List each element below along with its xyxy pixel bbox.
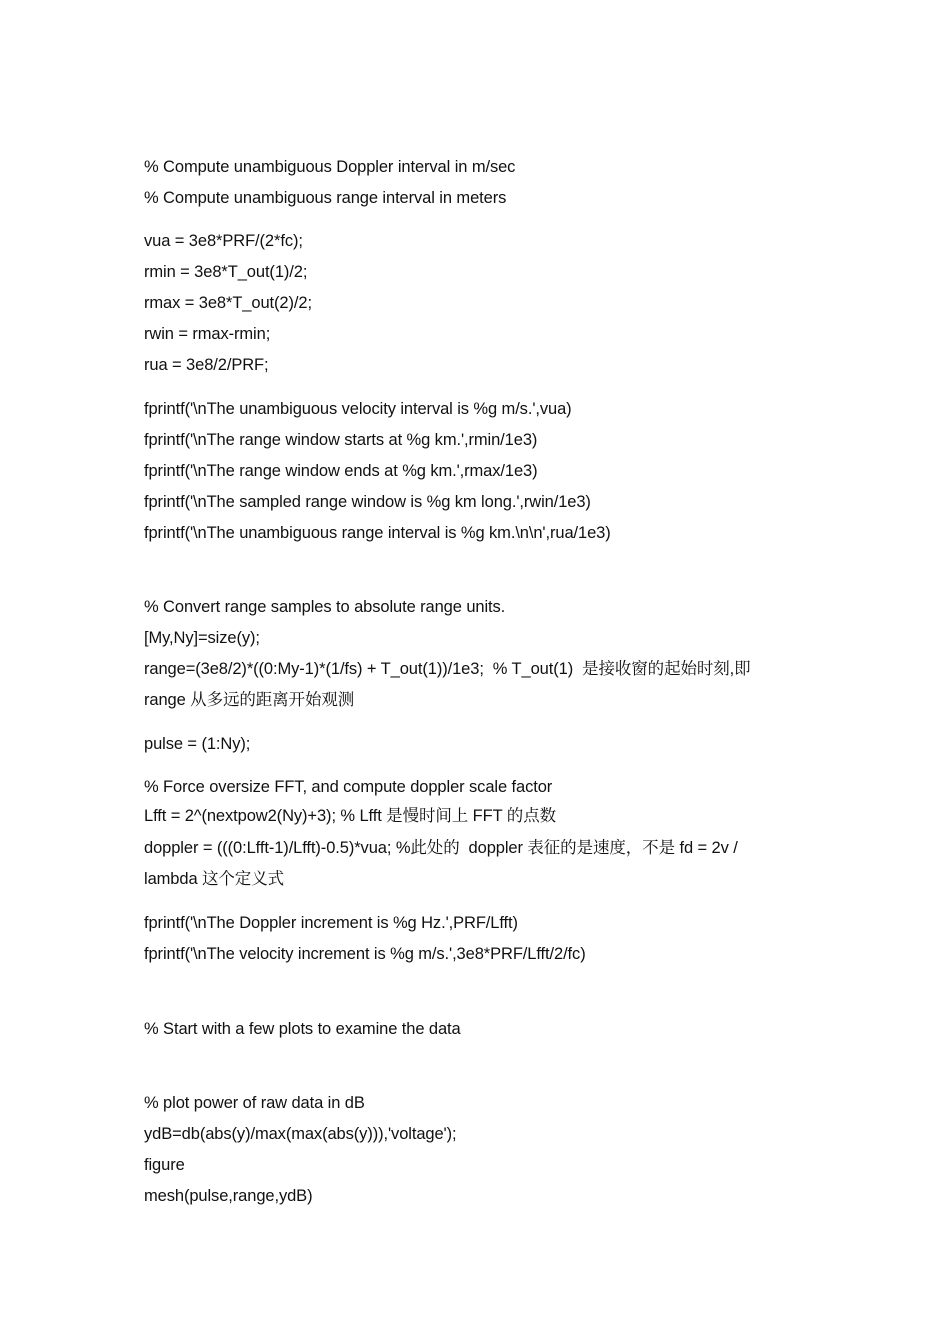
code-line: % Start with a few plots to examine the data: [144, 1020, 461, 1038]
code-line: fprintf('\nThe sampled range window is %g km long.',rwin/1e3): [144, 493, 591, 511]
code-line: range=(3e8/2)*((0:My-1)*(1/fs) + T_out(1))/1e3; % T_out(1) 是接收窗的起始时刻,即: [144, 660, 751, 678]
code-line: vua = 3e8*PRF/(2*fc);: [144, 232, 303, 250]
code-line: % plot power of raw data in dB: [144, 1094, 365, 1112]
code-line: rwin = rmax-rmin;: [144, 325, 271, 343]
code-line: fprintf('\nThe range window ends at %g km.',rmax/1e3): [144, 462, 538, 480]
code-line: Lfft = 2^(nextpow2(Ny)+3); % Lfft 是慢时间上 FFT 的点数: [144, 807, 556, 825]
code-line: ydB=db(abs(y)/max(max(abs(y))),'voltage');: [144, 1125, 457, 1143]
code-line: % Compute unambiguous Doppler interval in m/sec: [144, 158, 516, 176]
code-line: fprintf('\nThe velocity increment is %g m/s.',3e8*PRF/Lfft/2/fc): [144, 945, 586, 963]
code-line: % Force oversize FFT, and compute doppler scale factor: [144, 778, 553, 796]
code-line: pulse = (1:Ny);: [144, 735, 251, 753]
code-line: fprintf('\nThe unambiguous range interval is %g km.\n\n',rua/1e3): [144, 524, 611, 542]
code-line: doppler = (((0:Lfft-1)/Lfft)-0.5)*vua; %此处的 doppler 表征的是速度，不是 fd = 2v /: [144, 839, 738, 857]
code-line: lambda 这个定义式: [144, 870, 285, 888]
code-line: rua = 3e8/2/PRF;: [144, 356, 269, 374]
code-line: figure: [144, 1156, 185, 1174]
code-line: rmax = 3e8*T_out(2)/2;: [144, 294, 312, 312]
code-line: [My,Ny]=size(y);: [144, 629, 260, 647]
code-line: range 从多远的距离开始观测: [144, 691, 355, 709]
code-line: % Compute unambiguous range interval in meters: [144, 189, 507, 207]
code-line: mesh(pulse,range,ydB): [144, 1187, 313, 1205]
code-line: fprintf('\nThe range window starts at %g km.',rmin/1e3): [144, 431, 538, 449]
code-line: rmin = 3e8*T_out(1)/2;: [144, 263, 308, 281]
code-line: fprintf('\nThe Doppler increment is %g Hz.',PRF/Lfft): [144, 914, 518, 932]
code-line: % Convert range samples to absolute range units.: [144, 598, 506, 616]
code-line: fprintf('\nThe unambiguous velocity interval is %g m/s.',vua): [144, 400, 572, 418]
